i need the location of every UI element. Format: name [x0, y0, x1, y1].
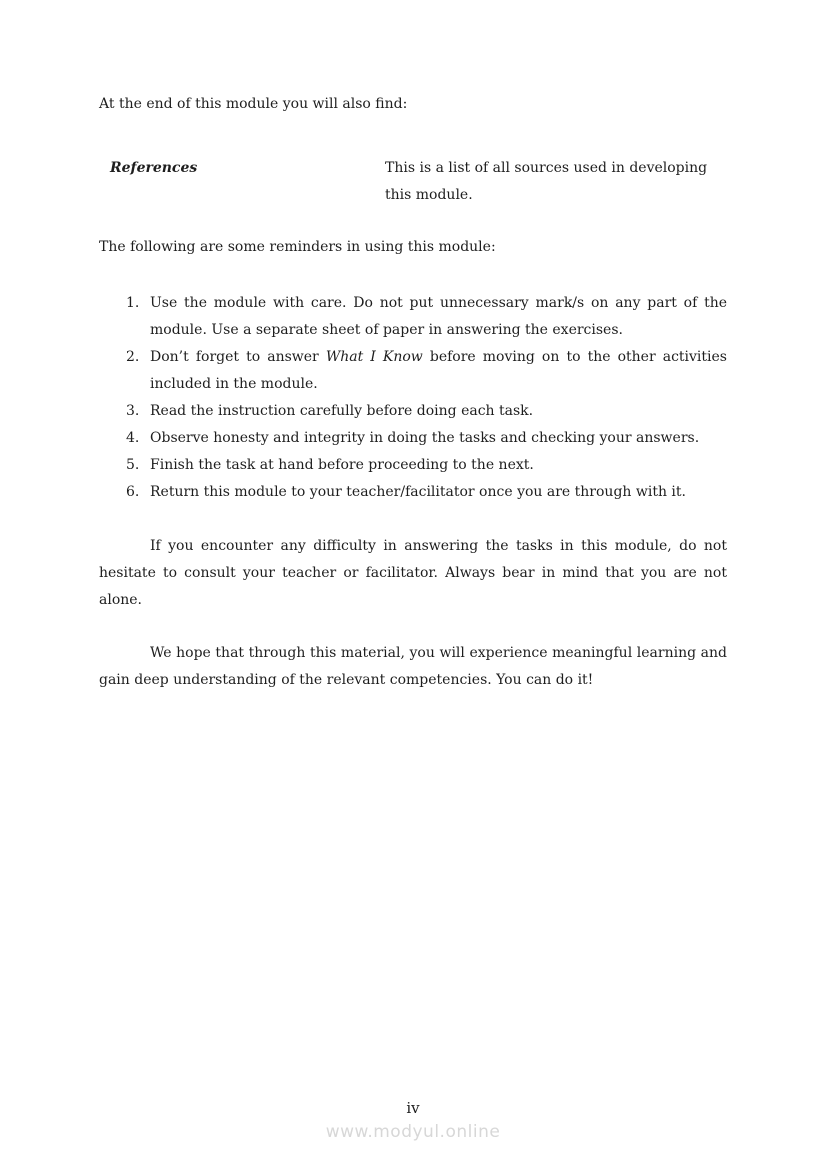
reminder-text: Finish the task at hand before proceeding to the next. — [150, 457, 534, 473]
reminder-number: 3. — [126, 403, 140, 419]
reminder-text: Use the module with care. Do not put unnecessary mark/s on any part of the module. Use a separate sheet of paper in answering the exercises. — [150, 295, 727, 338]
reminder-item-3 — [126, 398, 727, 425]
reminder-text: Observe honesty and integrity in doing the tasks and checking your answers. — [150, 430, 700, 446]
watermark: www.modyul.online — [325, 1122, 501, 1142]
reminders-heading: The following are some reminders in using this module: — [99, 239, 496, 255]
reminder-item-4 — [126, 425, 727, 452]
references-term: References — [110, 160, 198, 176]
reminders-list — [126, 290, 727, 506]
reminder-text — [150, 344, 727, 398]
reminder-number: 5. — [126, 457, 140, 473]
reminder-text-suffix: before moving on to the other activities included in the module. — [150, 349, 727, 392]
references-row — [99, 155, 727, 209]
reminder-number: 6. — [126, 484, 140, 500]
reminder-item-5 — [126, 452, 727, 479]
reminder-item-6 — [126, 479, 727, 506]
reminder-text-italic: What I Know — [325, 349, 423, 365]
intro-line: At the end of this module you will also find: — [99, 96, 408, 112]
reminder-item-2 — [126, 344, 727, 398]
reminder-text-prefix: Don’t forget to answer — [150, 349, 326, 365]
reminder-number: 2. — [126, 349, 140, 365]
reminder-text: Read the instruction carefully before doing each task. — [150, 403, 534, 419]
closing-paragraph-2: We hope that through this material, you will experience meaningful learning and gain deep understanding of the relevant competencies. You can do it! — [99, 645, 727, 688]
references-definition: This is a list of all sources used in developing this module. — [385, 160, 708, 203]
reminder-item-1 — [126, 290, 727, 344]
reminder-text: Return this module to your teacher/facilitator once you are through with it. — [150, 484, 686, 500]
reminder-number: 4. — [126, 430, 140, 446]
closing-paragraph-1: If you encounter any difficulty in answering the tasks in this module, do not hesitate to consult your teacher or facilitator. Always bear in mind that you are not alone. — [99, 538, 727, 608]
page-number: iv — [406, 1099, 420, 1117]
reminder-number: 1. — [126, 295, 140, 311]
